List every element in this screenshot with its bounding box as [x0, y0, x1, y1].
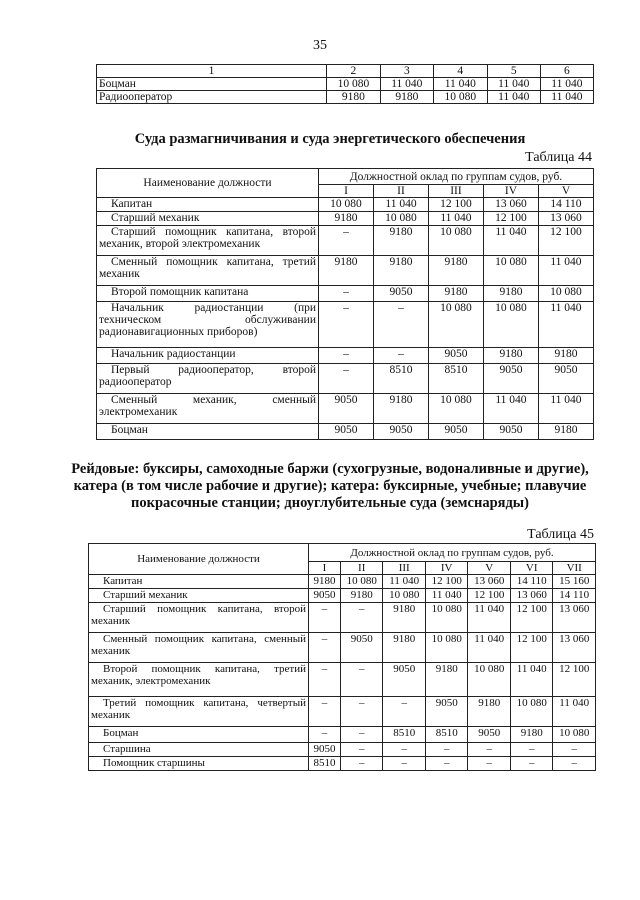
- position-name: Старший механик: [97, 212, 319, 226]
- salary-value: 9050: [425, 697, 468, 727]
- salary-value: 10 080: [433, 91, 487, 104]
- salary-value: –: [340, 757, 383, 771]
- salary-value: 11 040: [483, 394, 538, 424]
- salary-value: 9050: [319, 394, 374, 424]
- salary-value: 9050: [538, 364, 593, 394]
- salary-value: –: [553, 757, 596, 771]
- salary-value: 10 080: [319, 198, 374, 212]
- salary-value: –: [319, 364, 374, 394]
- salary-value: 9180: [309, 575, 341, 589]
- group-number: VII: [553, 562, 596, 575]
- salary-value: 9180: [538, 424, 593, 440]
- table-row: [97, 364, 594, 394]
- column-number: 1: [97, 65, 327, 78]
- column-number-row: [97, 65, 594, 78]
- salary-value: 14 110: [510, 575, 553, 589]
- salary-value: 9180: [510, 727, 553, 743]
- salary-value: 9050: [483, 364, 538, 394]
- page-number: 35: [313, 38, 327, 53]
- salary-value: 12 100: [510, 603, 553, 633]
- group-number: I: [319, 185, 374, 198]
- table-row: [89, 697, 596, 727]
- table-row: [89, 757, 596, 771]
- column-number: 2: [327, 65, 381, 78]
- salary-value: 9180: [319, 256, 374, 286]
- table-45-body: [89, 575, 596, 771]
- table-row: [97, 256, 594, 286]
- salary-value: –: [340, 727, 383, 743]
- table-row: [97, 394, 594, 424]
- salary-value: 15 160: [553, 575, 596, 589]
- salary-value: –: [309, 697, 341, 727]
- salary-value: –: [340, 697, 383, 727]
- salary-value: 10 080: [373, 212, 428, 226]
- salary-value: 9180: [380, 91, 433, 104]
- salary-value: 10 080: [553, 727, 596, 743]
- table-44-header: [97, 169, 594, 198]
- salary-value: –: [309, 727, 341, 743]
- salary-value: 9050: [340, 633, 383, 663]
- position-name: Старший помощник капитана, второй механик: [89, 603, 309, 633]
- salary-value: 13 060: [483, 198, 538, 212]
- salary-value: 9180: [340, 589, 383, 603]
- table-45-header: [89, 544, 596, 575]
- salary-value: 9050: [468, 727, 511, 743]
- table-row: [97, 286, 594, 302]
- salary-value: 12 100: [428, 198, 483, 212]
- salary-value: 9180: [425, 663, 468, 697]
- group-number: V: [468, 562, 511, 575]
- salary-value: 10 080: [538, 286, 593, 302]
- salary-value: 13 060: [538, 212, 593, 226]
- table-row: [89, 589, 596, 603]
- salary-value: –: [309, 633, 341, 663]
- group-number: III: [383, 562, 426, 575]
- salary-value: –: [319, 286, 374, 302]
- position-name: Начальник радиостанции: [97, 348, 319, 364]
- salary-value: 8510: [425, 727, 468, 743]
- position-name: Боцман: [97, 424, 319, 440]
- table-row: [97, 198, 594, 212]
- table-row: [97, 348, 594, 364]
- salary-value: 9050: [373, 286, 428, 302]
- salary-value: 9180: [428, 256, 483, 286]
- salary-value: –: [373, 348, 428, 364]
- salary-value: 11 040: [433, 78, 487, 91]
- column-header-position: Наименование должности: [97, 169, 319, 198]
- salary-value: 11 040: [487, 91, 540, 104]
- salary-value: 12 100: [510, 633, 553, 663]
- salary-value: 8510: [428, 364, 483, 394]
- salary-value: –: [510, 743, 553, 757]
- position-name: Старший механик: [89, 589, 309, 603]
- salary-value: 11 040: [487, 78, 540, 91]
- salary-value: –: [383, 757, 426, 771]
- salary-value: 9180: [468, 697, 511, 727]
- salary-value: 10 080: [428, 226, 483, 256]
- table-row: [89, 633, 596, 663]
- salary-value: 11 040: [538, 394, 593, 424]
- salary-value: 14 110: [553, 589, 596, 603]
- column-header-salary-groups: Должностной оклад по группам судов, руб.: [319, 169, 594, 185]
- position-name: Сменный помощник капитана, сменный механик: [89, 633, 309, 663]
- salary-value: 10 080: [483, 256, 538, 286]
- column-header-salary-groups: Должностной оклад по группам судов, руб.: [309, 544, 596, 562]
- position-name: Помощник старшины: [89, 757, 309, 771]
- salary-value: 12 100: [468, 589, 511, 603]
- salary-value: 13 060: [510, 589, 553, 603]
- position-name: Старший помощник капитана, второй механик, второй электромеханик: [97, 226, 319, 256]
- salary-value: 9050: [373, 424, 428, 440]
- salary-value: 8510: [383, 727, 426, 743]
- section-44-title: Суда размагничивания и суда энергетического обеспечения: [134, 131, 526, 147]
- salary-value: 13 060: [553, 633, 596, 663]
- position-name: Второй помощник капитана: [97, 286, 319, 302]
- column-number: 4: [433, 65, 487, 78]
- table-row: [97, 212, 594, 226]
- position-name: Радиооператор: [97, 91, 327, 104]
- position-name: Капитан: [97, 198, 319, 212]
- table-row: [89, 743, 596, 757]
- salary-value: 9050: [319, 424, 374, 440]
- group-number: III: [428, 185, 483, 198]
- table-44: [96, 168, 594, 440]
- section-45-title: Рейдовые: буксиры, самоходные баржи (сухогрузные, водоналивные и другие), катера (в том числе рабочие и другие); катера: буксирные, учебные; плавучие покрасочные станции; дноуглубительные суда (земснаряды): [71, 461, 589, 511]
- salary-value: 11 040: [553, 697, 596, 727]
- salary-value: 11 040: [428, 212, 483, 226]
- salary-value: 11 040: [425, 589, 468, 603]
- salary-value: 9180: [319, 212, 374, 226]
- column-header-position: Наименование должности: [89, 544, 309, 575]
- salary-value: 10 080: [425, 603, 468, 633]
- column-number: 3: [380, 65, 433, 78]
- salary-value: 9180: [483, 348, 538, 364]
- salary-value: 13 060: [553, 603, 596, 633]
- salary-value: 9180: [373, 226, 428, 256]
- position-name: Второй помощник капитана, третий механик, электромеханик: [89, 663, 309, 697]
- salary-value: –: [468, 757, 511, 771]
- position-name: Сменный помощник капитана, третий механик: [97, 256, 319, 286]
- salary-value: 9050: [309, 743, 341, 757]
- salary-value: 12 100: [425, 575, 468, 589]
- salary-value: –: [309, 603, 341, 633]
- salary-value: 9180: [383, 603, 426, 633]
- salary-value: 11 040: [380, 78, 433, 91]
- group-number: VI: [510, 562, 553, 575]
- salary-value: 10 080: [428, 394, 483, 424]
- position-name: Капитан: [89, 575, 309, 589]
- salary-value: 9180: [383, 633, 426, 663]
- salary-value: 11 040: [468, 603, 511, 633]
- position-name: Боцман: [97, 78, 327, 91]
- salary-value: –: [425, 743, 468, 757]
- position-name: Начальник радиостанции (при техническом обслуживании радионавигационных приборов): [97, 302, 319, 348]
- position-name: Старшина: [89, 743, 309, 757]
- salary-value: 10 080: [327, 78, 381, 91]
- salary-value: 8510: [373, 364, 428, 394]
- continuation-table: [96, 64, 594, 104]
- salary-value: –: [425, 757, 468, 771]
- salary-value: 11 040: [510, 663, 553, 697]
- salary-value: 12 100: [483, 212, 538, 226]
- salary-value: 10 080: [428, 302, 483, 348]
- salary-value: 14 110: [538, 198, 593, 212]
- group-number: IV: [483, 185, 538, 198]
- table-row: [97, 78, 594, 91]
- salary-value: 11 040: [483, 226, 538, 256]
- salary-value: 9180: [428, 286, 483, 302]
- salary-value: 12 100: [538, 226, 593, 256]
- position-name: Боцман: [89, 727, 309, 743]
- table-row: [89, 603, 596, 633]
- salary-value: –: [373, 302, 428, 348]
- table-row: [89, 727, 596, 743]
- salary-value: 10 080: [340, 575, 383, 589]
- salary-value: 10 080: [468, 663, 511, 697]
- salary-value: 9050: [428, 424, 483, 440]
- group-number: II: [340, 562, 383, 575]
- salary-value: –: [340, 663, 383, 697]
- table-row: [97, 91, 594, 104]
- salary-value: 10 080: [383, 589, 426, 603]
- table-45: [88, 543, 596, 771]
- table-row: [97, 424, 594, 440]
- salary-value: 11 040: [373, 198, 428, 212]
- table-row: [89, 575, 596, 589]
- salary-value: 13 060: [468, 575, 511, 589]
- salary-value: 12 100: [553, 663, 596, 697]
- salary-value: –: [383, 743, 426, 757]
- salary-value: 8510: [309, 757, 341, 771]
- salary-value: 10 080: [425, 633, 468, 663]
- group-number: I: [309, 562, 341, 575]
- salary-value: –: [319, 348, 374, 364]
- salary-value: 11 040: [540, 78, 593, 91]
- salary-value: –: [553, 743, 596, 757]
- group-number: V: [538, 185, 593, 198]
- salary-value: –: [309, 663, 341, 697]
- continuation-table-body: [97, 65, 594, 104]
- salary-value: 10 080: [483, 302, 538, 348]
- salary-value: 11 040: [468, 633, 511, 663]
- table-44-caption: Таблица 44: [525, 150, 592, 165]
- salary-value: 9180: [373, 394, 428, 424]
- table-row: [97, 302, 594, 348]
- salary-value: 11 040: [538, 256, 593, 286]
- salary-value: 9180: [538, 348, 593, 364]
- salary-value: –: [383, 697, 426, 727]
- salary-value: –: [468, 743, 511, 757]
- table-row: [97, 226, 594, 256]
- group-number: IV: [425, 562, 468, 575]
- salary-value: –: [340, 603, 383, 633]
- salary-value: 10 080: [510, 697, 553, 727]
- salary-value: 9180: [373, 256, 428, 286]
- column-number: 6: [540, 65, 593, 78]
- group-number: II: [373, 185, 428, 198]
- salary-value: –: [340, 743, 383, 757]
- salary-value: 11 040: [538, 302, 593, 348]
- salary-value: 9050: [309, 589, 341, 603]
- column-number: 5: [487, 65, 540, 78]
- table-44-body: [97, 198, 594, 440]
- table-45-caption: Таблица 45: [527, 527, 594, 542]
- salary-value: 9180: [483, 286, 538, 302]
- position-name: Третий помощник капитана, четвертый механик: [89, 697, 309, 727]
- table-row: [89, 663, 596, 697]
- salary-value: –: [319, 226, 374, 256]
- salary-value: 9050: [428, 348, 483, 364]
- salary-value: –: [510, 757, 553, 771]
- salary-value: 9050: [383, 663, 426, 697]
- salary-value: 11 040: [540, 91, 593, 104]
- salary-value: –: [319, 302, 374, 348]
- position-name: Первый радиооператор, второй радиооператор: [97, 364, 319, 394]
- position-name: Сменный механик, сменный электромеханик: [97, 394, 319, 424]
- salary-value: 11 040: [383, 575, 426, 589]
- salary-value: 9180: [327, 91, 381, 104]
- salary-value: 9050: [483, 424, 538, 440]
